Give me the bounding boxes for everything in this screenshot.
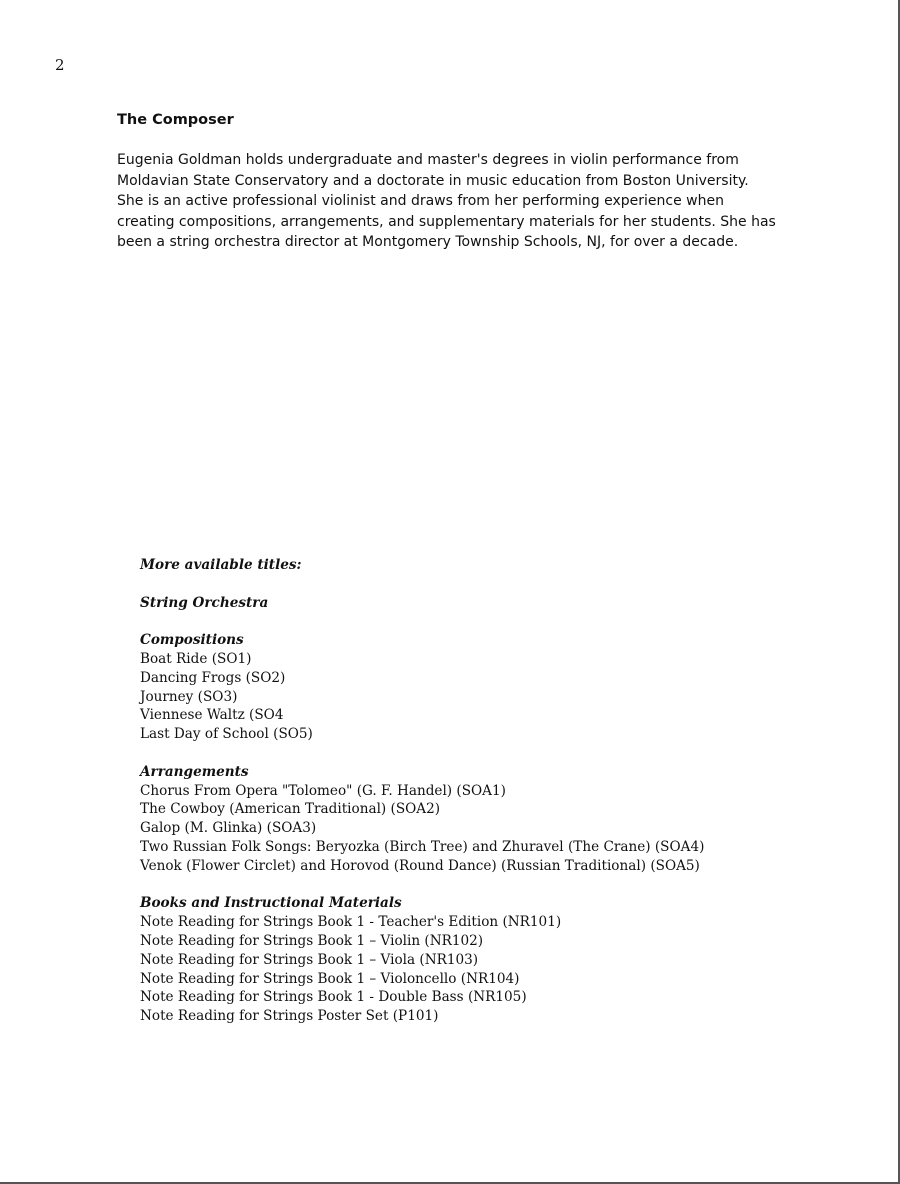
book-item: Note Reading for Strings Poster Set (P101) (140, 1008, 439, 1025)
page-number: 2 (55, 56, 65, 74)
composition-item: Boat Ride (SO1) (140, 650, 252, 667)
arrangements-heading: Arrangements (140, 763, 249, 780)
arrangement-item: Galop (M. Glinka) (SOA3) (140, 820, 317, 837)
composition-item: Journey (SO3) (140, 688, 238, 705)
composer-bio (117, 150, 817, 253)
composition-item: Viennese Waltz (SO4 (140, 707, 284, 724)
composer-heading: The Composer (117, 112, 234, 128)
bio-line: Moldavian State Conservatory and a doctorate in music education from Boston University. (117, 172, 749, 189)
arrangement-item: Chorus From Opera "Tolomeo" (G. F. Handel) (SOA1) (140, 782, 506, 799)
book-item: Note Reading for Strings Book 1 - Teacher's Edition (NR101) (140, 914, 562, 931)
more-titles-heading: More available titles: (140, 557, 302, 573)
books-heading: Books and Instructional Materials (140, 895, 402, 912)
arrangement-item: The Cowboy (American Traditional) (SOA2) (140, 801, 441, 818)
category-heading: String Orchestra (140, 594, 269, 611)
composition-item: Dancing Frogs (SO2) (140, 669, 286, 686)
arrangement-item: Venok (Flower Circlet) and Horovod (Round Dance) (Russian Traditional) (SOA5) (140, 857, 700, 874)
bio-line: been a string orchestra director at Montgomery Township Schools, NJ, for over a decade. (117, 234, 739, 250)
book-item: Note Reading for Strings Book 1 – Viola (NR103) (140, 951, 479, 968)
compositions-heading: Compositions (140, 632, 244, 649)
arrangement-item: Two Russian Folk Songs: Beryozka (Birch Tree) and Zhuravel (The Crane) (SOA4) (140, 838, 705, 855)
bio-line: She is an active professional violinist and draws from her performing experience when (117, 193, 724, 209)
bio-line: creating compositions, arrangements, and supplementary materials for her students. She has (117, 213, 776, 230)
composition-item: Last Day of School (SO5) (140, 726, 313, 743)
book-item: Note Reading for Strings Book 1 – Violin (NR102) (140, 932, 484, 949)
book-item: Note Reading for Strings Book 1 - Double Bass (NR105) (140, 989, 527, 1006)
bio-line: Eugenia Goldman holds undergraduate and master's degrees in violin performance from (117, 152, 739, 168)
more-titles-section (140, 556, 704, 1026)
book-item: Note Reading for Strings Book 1 – Violoncello (NR104) (140, 970, 520, 987)
